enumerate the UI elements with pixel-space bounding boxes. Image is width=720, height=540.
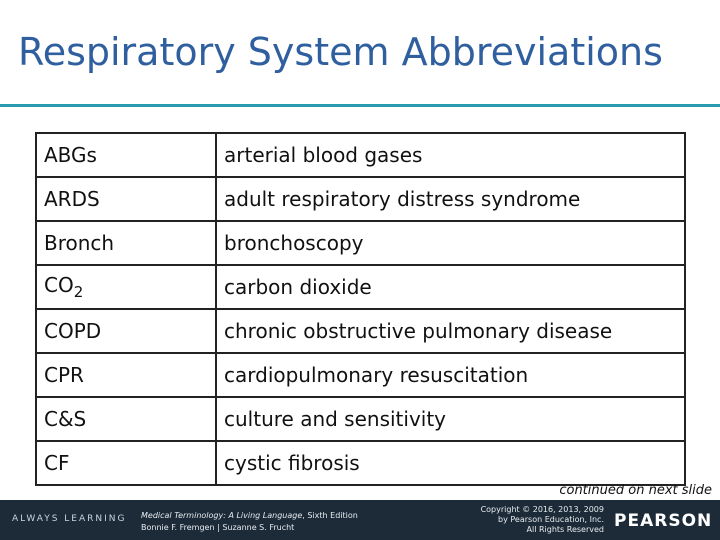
table-row	[36, 133, 685, 177]
copyright-line: Copyright © 2016, 2013, 2009	[480, 505, 604, 514]
title-divider	[0, 104, 720, 107]
copyright-notice	[481, 505, 604, 535]
meaning-cell: adult respiratory distress syndrome	[216, 177, 685, 221]
abbreviation-cell: ARDS	[36, 177, 216, 221]
book-credit	[141, 510, 358, 534]
copyright-line: All Rights Reserved	[526, 525, 604, 534]
footer-bar	[0, 500, 720, 540]
abbreviation-cell: CPR	[36, 353, 216, 397]
table-row	[36, 221, 685, 265]
book-authors: Bonnie F. Fremgen | Suzanne S. Frucht	[141, 523, 295, 532]
abbreviation-cell: COPD	[36, 309, 216, 353]
abbreviation-cell: CF	[36, 441, 216, 485]
table-row	[36, 177, 685, 221]
meaning-cell: cardiopulmonary resuscitation	[216, 353, 685, 397]
page-title: Respiratory System Abbreviations	[18, 30, 663, 74]
copyright-line: by Pearson Education, Inc.	[498, 515, 604, 524]
abbreviation-text: CO	[44, 273, 74, 297]
abbreviations-table	[35, 132, 686, 486]
table-row	[36, 353, 685, 397]
pearson-logo: PEARSON	[614, 511, 713, 531]
book-title-line	[141, 510, 358, 522]
abbreviation-subscript: 2	[73, 283, 84, 301]
table-row	[36, 309, 685, 353]
abbreviation-cell	[36, 265, 216, 309]
abbreviation-cell: Bronch	[36, 221, 216, 265]
table-row	[36, 397, 685, 441]
meaning-cell: chronic obstructive pulmonary disease	[216, 309, 685, 353]
table-row	[36, 441, 685, 485]
book-edition: , Sixth Edition	[302, 511, 358, 520]
table-row	[36, 265, 685, 309]
meaning-cell: culture and sensitivity	[216, 397, 685, 441]
abbreviation-cell: ABGs	[36, 133, 216, 177]
book-title: Medical Terminology: A Living Language	[141, 511, 303, 520]
meaning-cell: carbon dioxide	[216, 265, 685, 309]
meaning-cell: arterial blood gases	[216, 133, 685, 177]
always-learning-label: ALWAYS LEARNING	[12, 514, 127, 524]
meaning-cell: cystic fibrosis	[216, 441, 685, 485]
continued-note: continued on next slide	[559, 483, 712, 498]
abbreviation-cell: C&S	[36, 397, 216, 441]
meaning-cell: bronchoscopy	[216, 221, 685, 265]
